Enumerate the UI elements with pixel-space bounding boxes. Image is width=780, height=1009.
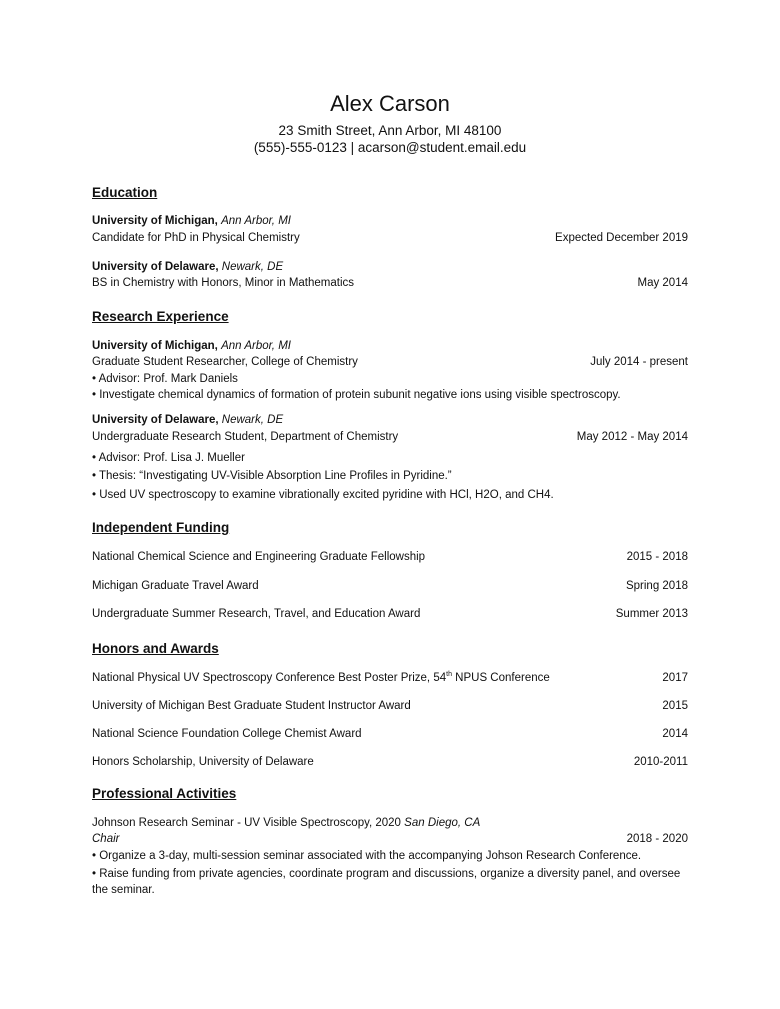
education-date: May 2014 [637, 277, 688, 289]
research-role: Undergraduate Research Student, Department of Chemistry [92, 431, 399, 443]
funding-date: 2015 - 2018 [626, 551, 688, 563]
section-honors-title: Honors and Awards [92, 641, 219, 656]
research-bullet: • Thesis: “Investigating UV-Visible Absorption Line Profiles in Pyridine.” [92, 470, 452, 482]
education-degree: BS in Chemistry with Honors, Minor in Mathematics [92, 277, 355, 289]
research-school: University of Michigan, Ann Arbor, MI [92, 340, 291, 352]
funding-item: National Chemical Science and Engineering Graduate Fellowship [92, 551, 426, 563]
activity-event: Johnson Research Seminar - UV Visible Spectroscopy, 2020 San Diego, CA [92, 817, 481, 829]
research-bullet: • Advisor: Prof. Mark Daniels [92, 373, 238, 385]
section-education-title: Education [92, 185, 158, 200]
activity-bullet: • Raise funding from private agencies, coordinate program and discussions, organize a diversity panel, and oversee the seminar. [92, 868, 681, 896]
honors-date: 2017 [662, 672, 688, 684]
contact-info: (555)-555-0123 | acarson@student.email.edu [253, 140, 527, 155]
section-research-title: Research Experience [92, 309, 229, 324]
research-bullet: • Used UV spectroscopy to examine vibrationally excited pyridine with HCl, H2O, and CH4. [92, 489, 554, 501]
honors-item: University of Michigan Best Graduate Student Instructor Award [92, 700, 411, 712]
education-date: Expected December 2019 [555, 232, 688, 244]
research-date: May 2012 - May 2014 [576, 431, 688, 443]
section-activities-title: Professional Activities [92, 786, 237, 801]
research-bullet: • Investigate chemical dynamics of formation of protein subunit negative ions using visible spectroscopy. [92, 389, 621, 401]
funding-date: Summer 2013 [615, 608, 688, 620]
funding-item: Undergraduate Summer Research, Travel, and Education Award [92, 608, 421, 620]
resume-name: Alex Carson [330, 91, 450, 116]
research-school: University of Delaware, Newark, DE [92, 414, 284, 426]
education-degree: Candidate for PhD in Physical Chemistry [92, 232, 300, 244]
activity-date: 2018 - 2020 [626, 833, 688, 845]
research-date: July 2014 - present [590, 356, 688, 368]
section-funding-title: Independent Funding [92, 520, 230, 535]
research-bullet: • Advisor: Prof. Lisa J. Mueller [92, 452, 245, 464]
activity-bullet: • Organize a 3-day, multi-session seminar associated with the accompanying Johson Research Conference. [92, 850, 642, 862]
research-role: Graduate Student Researcher, College of Chemistry [92, 356, 358, 368]
funding-date: Spring 2018 [625, 580, 688, 592]
honors-date: 2015 [662, 700, 688, 712]
education-school: University of Michigan, Ann Arbor, MI [92, 215, 291, 227]
honors-item: Honors Scholarship, University of Delaware [92, 756, 314, 768]
address: 23 Smith Street, Ann Arbor, MI 48100 [278, 123, 502, 138]
honors-date: 2014 [662, 728, 688, 740]
honors-date: 2010-2011 [633, 756, 688, 768]
honors-item: National Science Foundation College Chemist Award [92, 728, 362, 740]
funding-item: Michigan Graduate Travel Award [92, 580, 259, 592]
activity-role: Chair [92, 833, 120, 845]
honors-item: National Physical UV Spectroscopy Conference Best Poster Prize, 54th NPUS Conference [92, 671, 550, 684]
education-school: University of Delaware, Newark, DE [92, 261, 284, 273]
